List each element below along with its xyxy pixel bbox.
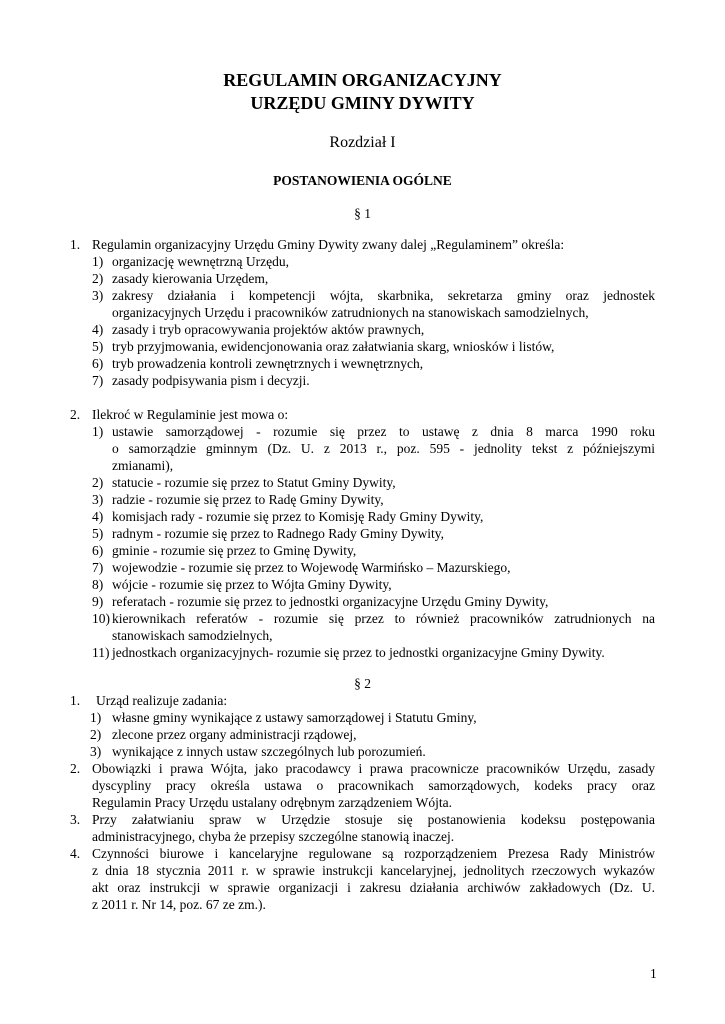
sublist-item-continuation: stanowiskach samodzielnych, xyxy=(112,628,273,643)
list-item-body xyxy=(92,760,655,794)
sublist-item: tryb prowadzenia kontroli zewnętrznych i wewnętrznych, xyxy=(112,356,424,371)
sublist-number: 11) xyxy=(92,645,110,660)
list-number: 2. xyxy=(70,761,81,776)
sublist-number: 7) xyxy=(92,560,104,575)
sublist-number: 6) xyxy=(92,543,104,558)
list-item-intro: Ilekroć w Regulaminie jest mowa o: xyxy=(92,407,289,422)
list-item-line: z dnia 18 stycznia 2011 r. w sprawie instrukcji kancelaryjnej, jednolitych rzeczowych wykazów xyxy=(92,863,655,878)
list-item-line: dyscypliny pracy określa ustawa o pracownikach samorządowych, kodeks pracy oraz xyxy=(92,778,655,793)
sublist-number: 4) xyxy=(92,509,104,524)
list-item-line: Przy załatwianiu spraw w Urzędzie stosuje się postanowienia kodeksu postępowania xyxy=(92,812,655,827)
sublist-number: 2) xyxy=(92,475,104,490)
sublist-item: statucie - rozumie się przez to Statut Gminy Dywity, xyxy=(112,475,396,490)
list-number: 3. xyxy=(70,812,81,827)
sublist-item-line: ustawie samorządowej - rozumie się przez to ustawę z dnia 8 marca 1990 roku xyxy=(112,424,655,439)
sublist-item: zasady i tryb opracowywania projektów aktów prawnych, xyxy=(112,322,425,337)
sublist-number: 3) xyxy=(92,288,104,303)
sublist-item: organizację wewnętrzną Urzędu, xyxy=(112,254,290,269)
sublist-item: tryb przyjmowania, ewidencjonowania oraz załatwiania skarg, wniosków i listów, xyxy=(112,339,555,354)
sublist-item: wójcie - rozumie się przez to Wójta Gminy Dywity, xyxy=(112,577,392,592)
sublist-item-line: kierownikach referatów - rozumie się przez to również pracowników zatrudnionych na xyxy=(112,611,655,626)
list-item-line: Czynności biurowe i kancelaryjne regulowane są rozporządzeniem Prezesa Rady Ministrów xyxy=(92,846,655,861)
list-number: 2. xyxy=(70,407,81,422)
sublist-number: 1) xyxy=(92,424,104,439)
sublist-number: 2) xyxy=(90,727,102,742)
list-number: 4. xyxy=(70,846,81,861)
sublist-number: 5) xyxy=(92,526,104,541)
sublist-number: 2) xyxy=(92,271,104,286)
sublist-item xyxy=(112,287,655,304)
list-item-line: Regulamin Pracy Urzędu ustalany odrębnym zarządzeniem Wójta. xyxy=(92,795,452,810)
sublist-number: 10) xyxy=(92,611,110,626)
chapter-heading: POSTANOWIENIA OGÓLNE xyxy=(273,173,452,188)
sublist-item xyxy=(112,610,655,627)
list-number: 1. xyxy=(70,693,81,708)
list-item-body xyxy=(92,811,655,828)
sublist-item-continuation: zmianami), xyxy=(112,458,174,473)
sublist-number: 4) xyxy=(92,322,104,337)
sublist-item: komisjach rady - rozumie się przez to Komisję Rady Gminy Dywity, xyxy=(112,509,484,524)
list-item-intro: Regulamin organizacyjny Urzędu Gminy Dywity zwany dalej „Regulaminem” określa: xyxy=(92,237,565,252)
sublist-number: 8) xyxy=(92,577,104,592)
sublist-number: 9) xyxy=(92,594,104,609)
list-item-body xyxy=(92,845,655,896)
sublist-item-line: zakresy działania i kompetencji wójta, skarbnika, sekretarza gminy oraz jednostek xyxy=(112,288,655,303)
sublist-number: 7) xyxy=(92,373,104,388)
sublist-number: 6) xyxy=(92,356,104,371)
sublist-item: jednostkach organizacyjnych- rozumie się przez to jednostki organizacyjne Gminy Dywity. xyxy=(112,645,605,660)
sublist-number: 5) xyxy=(92,339,104,354)
sublist-item xyxy=(112,423,655,457)
document-title-line1: REGULAMIN ORGANIZACYJNY xyxy=(223,70,502,90)
sublist-item: zlecone przez organy administracji rządowej, xyxy=(112,727,357,742)
sublist-number: 1) xyxy=(90,710,102,725)
sublist-item: referatach - rozumie się przez to jednostki organizacyjne Urzędu Gminy Dywity, xyxy=(112,594,549,609)
sublist-number: 3) xyxy=(92,492,104,507)
sublist-item-line: o samorządzie gminnym (Dz. U. z 2013 r., poz. 595 - jednolity tekst z późniejszymi xyxy=(112,441,655,456)
list-item-line: administracyjnego, chyba że przepisy szczególne stanowią inaczej. xyxy=(92,829,455,844)
sublist-item: własne gminy wynikające z ustawy samorządowej i Statutu Gminy, xyxy=(112,710,477,725)
list-item-line: Obowiązki i prawa Wójta, jako pracodawcy i prawa pracownicze pracowników Urzędu, zasady xyxy=(92,761,655,776)
list-item-line: akt oraz instrukcji w sprawie organizacji i zakresu działania archiwów zakładowych (Dz. U. xyxy=(92,880,655,895)
list-item-intro: Urząd realizuje zadania: xyxy=(96,693,228,708)
sublist-item: radnym - rozumie się przez to Radnego Rady Gminy Dywity, xyxy=(112,526,445,541)
sublist-item: zasady podpisywania pism i decyzji. xyxy=(112,373,310,388)
sublist-item: zasady kierowania Urzędem, xyxy=(112,271,269,286)
sublist-number: 3) xyxy=(90,744,102,759)
list-number: 1. xyxy=(70,237,81,252)
sublist-item: wynikające z innych ustaw szczególnych lub porozumień. xyxy=(112,744,426,759)
document-title-line2: URZĘDU GMINY DYWITY xyxy=(250,93,475,113)
list-item-line: z 2011 r. Nr 14, poz. 67 ze zm.). xyxy=(92,897,266,912)
sublist-item: radzie - rozumie się przez to Radę Gminy Dywity, xyxy=(112,492,384,507)
sublist-item: gminie - rozumie się przez to Gminę Dywity, xyxy=(112,543,357,558)
page-number: 1 xyxy=(650,966,657,981)
section-2-mark: § 2 xyxy=(354,676,371,691)
sublist-item-continuation: organizacyjnych Urzędu i pracowników zatrudnionych na stanowiskach samodzielnych, xyxy=(112,305,589,320)
section-1-mark: § 1 xyxy=(354,206,371,221)
chapter-label: Rozdział I xyxy=(329,134,396,151)
sublist-number: 1) xyxy=(92,254,104,269)
sublist-item: wojewodzie - rozumie się przez to Wojewodę Warmińsko – Mazurskiego, xyxy=(112,560,511,575)
